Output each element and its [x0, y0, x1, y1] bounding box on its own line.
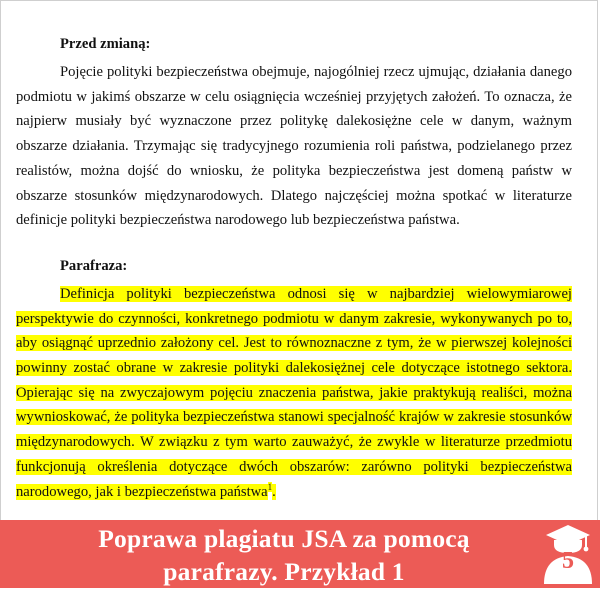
page-number: 5: [562, 548, 574, 574]
document-body: [16, 34, 572, 504]
banner-title-line2: parafrazy. Przykład 1: [163, 557, 405, 586]
graduate-icon: [540, 524, 596, 584]
section-gap: [16, 233, 572, 256]
banner-title-line1: Poprawa plagiatu JSA za pomocą: [98, 524, 470, 553]
paraphrase-heading: Parafraza:: [60, 257, 128, 274]
banner-title: [50, 520, 518, 588]
footnote-marker: 1: [267, 481, 273, 492]
before-paragraph: Pojęcie polityki bezpieczeństwa obejmuje, najogólniej rzecz ujmując, działania danego podmiotu w jakimś obszarze w celu osiągnięcia wcześniej przyjętych założeń. To oznacza, że najpierw musiały być wyznaczone przez politykę dalekosiężne cele w danym, ważnym obszarze działania. Trzymając się tradycyjnego rozumienia roli państwa, podzielanego przez realistów, można dojść do wniosku, że polityka bezpieczeństwa jest domeną państw w obszarze stosunków międzynarodowych. Dlatego najczęściej można spotkać w literaturze definicje polityki bezpieczeństwa narodowego lub bezpieczeństwa państwa.: [16, 64, 572, 229]
paraphrase-paragraph: Definicja polityki bezpieczeństwa odnosi się w najbardziej wielowymiarowej perspektywie do czynności, konkretnego podmiotu w danym zakresie, wykonywanych po to, aby osiągnąć uprzednio założony cel. Jest to równoznaczne z tym, że w pierwszej kolejności powinny zostać obrane w zakresie polityki dalekosiężnej cele dotyczące istotnego sektora. Opierając się na zwyczajowym pojęciu znaczenia państwa, jakie praktykują realiści, można wywnioskować, że polityka bezpieczeństwa stanowi specjalność krajów w zakresie stosunków międzynarodowych. W związku z tym warto zauważyć, że zwykle w literaturze przedmiotu funkcjonują określenia dotyczące dwóch obszarów: zarówno polityki bezpieczeństwa narodowego, jak i bezpieczeństwa państwa$^1$.: [16, 285, 572, 500]
before-heading: Przed zmianą:: [60, 36, 151, 52]
title-banner: [0, 520, 600, 588]
paraphrase-text: Definicja polityki bezpieczeństwa odnosi się w najbardziej wielowymiarowej perspektywie do czynności, konkretnego podmiotu w danym zakresie, wykonywanych po to, aby osiągnąć uprzednio założony cel. Jest to równoznaczne z tym, że w pierwszej kolejności powinny zostać obrane w zakresie polityki dalekosiężnej cele dotyczące istotnego sektora. Opierając się na zwyczajowym pojęciu znaczenia państwa, jakie praktykują realiści, można wywnioskować, że polityka bezpieczeństwa stanowi specjalność krajów w zakresie stosunków międzynarodowych. W związku z tym warto zauważyć, że zwykle w literaturze przedmiotu funkcjonują określenia dotyczące dwóch obszarów: zarówno polityki bezpieczeństwa narodowego, jak i bezpieczeństwa państwa: [16, 285, 572, 500]
